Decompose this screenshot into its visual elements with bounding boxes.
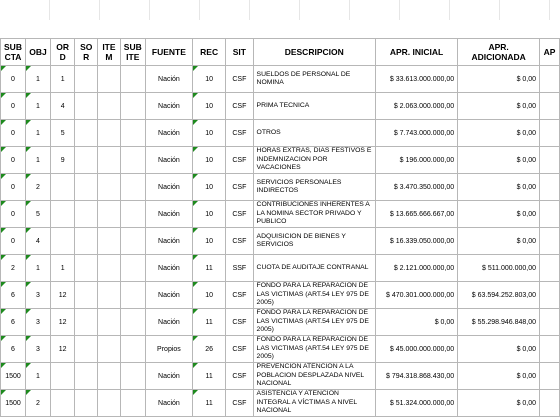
cell-subite[interactable] — [120, 147, 145, 174]
cell-sor[interactable] — [75, 309, 98, 336]
cell-fuente[interactable]: Nación — [145, 201, 192, 228]
cell-adicionada[interactable]: $ 0,00 — [458, 147, 540, 174]
cell-obj[interactable]: 1 — [25, 66, 50, 93]
cell-next-column[interactable] — [540, 228, 560, 255]
column-header-apr-inicial[interactable]: APR. INICIAL — [375, 39, 457, 66]
cell-ord[interactable]: 12 — [50, 282, 75, 309]
cell-obj[interactable]: 5 — [25, 201, 50, 228]
cell-item[interactable] — [98, 255, 121, 282]
table-row — [1, 363, 560, 390]
cell-next-column[interactable] — [540, 147, 560, 174]
cell-rec[interactable]: 10 — [193, 201, 226, 228]
cell-desc[interactable]: SUELDOS DE PERSONAL DE NOMINA — [253, 66, 375, 93]
table-row — [1, 93, 560, 120]
cell-inicial[interactable]: $ 3.470.350.000,00 — [375, 174, 457, 201]
cell-fuente[interactable]: Nación — [145, 120, 192, 147]
table-row — [1, 228, 560, 255]
cell-ord[interactable]: 4 — [50, 93, 75, 120]
cell-desc[interactable]: SERVICIOS PERSONALES INDIRECTOS — [253, 174, 375, 201]
cell-sit[interactable]: CSF — [226, 390, 253, 417]
cell-subite[interactable] — [120, 363, 145, 390]
cell-fuente[interactable]: Nación — [145, 93, 192, 120]
cell-subite[interactable] — [120, 120, 145, 147]
cell-rec[interactable]: 10 — [193, 66, 226, 93]
cell-subcta[interactable]: 0 — [1, 174, 26, 201]
cell-ord[interactable] — [50, 201, 75, 228]
cell-subite[interactable] — [120, 255, 145, 282]
cell-rec[interactable]: 10 — [193, 120, 226, 147]
cell-sit[interactable]: CSF — [226, 147, 253, 174]
cell-next-column[interactable] — [540, 336, 560, 363]
cell-adicionada[interactable]: $ 0,00 — [458, 93, 540, 120]
cell-ord[interactable] — [50, 174, 75, 201]
cell-next-column[interactable] — [540, 174, 560, 201]
cell-adicionada[interactable]: $ 0,00 — [458, 201, 540, 228]
cell-adicionada[interactable]: $ 0,00 — [458, 120, 540, 147]
cell-sor[interactable] — [75, 228, 98, 255]
cell-ord[interactable]: 1 — [50, 255, 75, 282]
cell-desc[interactable]: FONDO PARA LA REPARACION DE LAS VICTIMAS (ART.54 LEY 975 DE 2005) — [253, 336, 375, 363]
cell-obj[interactable]: 1 — [25, 93, 50, 120]
cell-sor[interactable] — [75, 336, 98, 363]
cell-next-column[interactable] — [540, 120, 560, 147]
cell-sit[interactable]: CSF — [226, 120, 253, 147]
cell-rec[interactable]: 10 — [193, 228, 226, 255]
cell-item[interactable] — [98, 390, 121, 417]
cell-sor[interactable] — [75, 174, 98, 201]
cell-subcta[interactable]: 0 — [1, 228, 26, 255]
cell-ord[interactable]: 12 — [50, 309, 75, 336]
budget-table — [0, 38, 560, 417]
cell-adicionada[interactable]: $ 511.000.000,00 — [458, 255, 540, 282]
cell-ord[interactable]: 12 — [50, 336, 75, 363]
cell-inicial[interactable]: $ 16.339.050.000,00 — [375, 228, 457, 255]
column-header-apr-adicionada[interactable]: APR. ADICIONADA — [458, 39, 540, 66]
cell-sor[interactable] — [75, 390, 98, 417]
cell-item[interactable] — [98, 228, 121, 255]
cell-rec[interactable]: 10 — [193, 147, 226, 174]
cell-fuente[interactable]: Nación — [145, 174, 192, 201]
table-row — [1, 336, 560, 363]
cell-fuente[interactable]: Nación — [145, 282, 192, 309]
cell-ord[interactable] — [50, 390, 75, 417]
cell-inicial[interactable]: $ 13.665.666.667,00 — [375, 201, 457, 228]
cell-item[interactable] — [98, 363, 121, 390]
cell-rec[interactable]: 11 — [193, 363, 226, 390]
cell-item[interactable] — [98, 282, 121, 309]
cell-rec[interactable]: 11 — [193, 309, 226, 336]
column-header-item[interactable]: ITE M — [98, 39, 121, 66]
cell-fuente[interactable]: Nación — [145, 66, 192, 93]
cell-next-column[interactable] — [540, 93, 560, 120]
cell-item[interactable] — [98, 309, 121, 336]
column-header-fuente[interactable]: FUENTE — [145, 39, 192, 66]
cell-fuente[interactable]: Propios — [145, 336, 192, 363]
cell-next-column[interactable] — [540, 255, 560, 282]
cell-next-column[interactable] — [540, 363, 560, 390]
cell-subcta[interactable]: 6 — [1, 282, 26, 309]
table-row — [1, 390, 560, 417]
cell-ord[interactable] — [50, 363, 75, 390]
cell-inicial[interactable]: $ 45.000.000.000,00 — [375, 336, 457, 363]
cell-desc[interactable]: OTROS — [253, 120, 375, 147]
cell-subcta[interactable]: 0 — [1, 201, 26, 228]
cell-fuente[interactable]: Nación — [145, 255, 192, 282]
cell-next-column[interactable] — [540, 201, 560, 228]
cell-inicial[interactable]: $ 0,00 — [375, 309, 457, 336]
cell-fuente[interactable]: Nación — [145, 228, 192, 255]
cell-inicial[interactable]: $ 2.121.000.000,00 — [375, 255, 457, 282]
table-row — [1, 201, 560, 228]
cell-rec[interactable]: 26 — [193, 336, 226, 363]
cell-inicial[interactable]: $ 470.301.000.000,00 — [375, 282, 457, 309]
cell-desc[interactable]: PREVENCIÓN ATENCION A LA POBLACION DESPLAZADA NIVEL NACIONAL — [253, 363, 375, 390]
cell-next-column[interactable] — [540, 390, 560, 417]
cell-subcta[interactable]: 1500 — [1, 390, 26, 417]
cell-subcta[interactable]: 0 — [1, 66, 26, 93]
cell-desc[interactable]: FONDO PARA LA REPARACION DE LAS VICTIMAS (ART.54 LEY 975 DE 2005) — [253, 282, 375, 309]
column-header-descripcion[interactable]: DESCRIPCION — [253, 39, 375, 66]
cell-sor[interactable] — [75, 255, 98, 282]
cell-item[interactable] — [98, 66, 121, 93]
cell-adicionada[interactable]: $ 0,00 — [458, 174, 540, 201]
cell-desc[interactable]: HORAS EXTRAS, DIAS FESTIVOS E INDEMNIZACION POR VACACIONES — [253, 147, 375, 174]
cell-adicionada[interactable]: $ 0,00 — [458, 363, 540, 390]
cell-inicial[interactable]: $ 196.000.000,00 — [375, 147, 457, 174]
cell-obj[interactable]: 3 — [25, 282, 50, 309]
cell-adicionada[interactable]: $ 0,00 — [458, 228, 540, 255]
cell-desc[interactable]: FONDO PARA LA REPARACION DE LAS VICTIMAS (ART.54 LEY 975 DE 2005) — [253, 309, 375, 336]
cell-sit[interactable]: CSF — [226, 282, 253, 309]
cell-desc[interactable]: CUOTA DE AUDITAJE CONTRANAL — [253, 255, 375, 282]
cell-sor[interactable] — [75, 93, 98, 120]
cell-ord[interactable] — [50, 228, 75, 255]
cell-sit[interactable]: CSF — [226, 336, 253, 363]
cell-item[interactable] — [98, 93, 121, 120]
cell-sit[interactable]: SSF — [226, 255, 253, 282]
cell-obj[interactable]: 2 — [25, 174, 50, 201]
cell-obj[interactable]: 1 — [25, 147, 50, 174]
cell-rec[interactable]: 11 — [193, 390, 226, 417]
table-row — [1, 174, 560, 201]
cell-desc[interactable]: CONTRIBUCIONES INHERENTES A LA NOMINA SECTOR PRIVADO Y PUBLICO — [253, 201, 375, 228]
cell-adicionada[interactable]: $ 0,00 — [458, 66, 540, 93]
cell-obj[interactable]: 3 — [25, 309, 50, 336]
cell-sit[interactable]: CSF — [226, 93, 253, 120]
column-header-sor[interactable]: SO R — [75, 39, 98, 66]
cell-next-column[interactable] — [540, 309, 560, 336]
cell-sit[interactable]: CSF — [226, 174, 253, 201]
table-row — [1, 309, 560, 336]
cell-ord[interactable]: 5 — [50, 120, 75, 147]
cell-sit[interactable]: CSF — [226, 309, 253, 336]
cell-fuente[interactable]: Nación — [145, 390, 192, 417]
table-row — [1, 120, 560, 147]
cell-next-column[interactable] — [540, 66, 560, 93]
cell-inicial[interactable]: $ 794.318.868.430,00 — [375, 363, 457, 390]
cell-sor[interactable] — [75, 120, 98, 147]
cell-obj[interactable]: 4 — [25, 228, 50, 255]
cell-subite[interactable] — [120, 336, 145, 363]
cell-subcta[interactable]: 1500 — [1, 363, 26, 390]
cell-subite[interactable] — [120, 228, 145, 255]
cell-subite[interactable] — [120, 201, 145, 228]
column-header-sit[interactable]: SIT — [226, 39, 253, 66]
column-header-obj[interactable]: OBJ — [25, 39, 50, 66]
cell-adicionada[interactable]: $ 0,00 — [458, 336, 540, 363]
header-row — [1, 39, 560, 66]
cell-obj[interactable]: 3 — [25, 336, 50, 363]
sheet-top-band — [0, 0, 560, 39]
cell-item[interactable] — [98, 120, 121, 147]
cell-fuente[interactable]: Nación — [145, 363, 192, 390]
cell-item[interactable] — [98, 336, 121, 363]
cell-desc[interactable]: ADQUISICION DE BIENES Y SERVICIOS — [253, 228, 375, 255]
cell-ord[interactable]: 1 — [50, 66, 75, 93]
cell-rec[interactable]: 10 — [193, 282, 226, 309]
cell-fuente[interactable]: Nación — [145, 147, 192, 174]
cell-inicial[interactable]: $ 2.063.000.000,00 — [375, 93, 457, 120]
cell-inicial[interactable]: $ 51.324.000.000,00 — [375, 390, 457, 417]
cell-sit[interactable]: CSF — [226, 228, 253, 255]
column-header-sub-cta[interactable]: SUB CTA — [1, 39, 26, 66]
cell-ord[interactable]: 9 — [50, 147, 75, 174]
cell-sit[interactable]: CSF — [226, 66, 253, 93]
cell-item[interactable] — [98, 147, 121, 174]
cell-subcta[interactable]: 6 — [1, 336, 26, 363]
cell-obj[interactable]: 1 — [25, 120, 50, 147]
cell-rec[interactable]: 11 — [193, 255, 226, 282]
cell-sor[interactable] — [75, 66, 98, 93]
cell-adicionada[interactable]: $ 55.298.946.848,00 — [458, 309, 540, 336]
cell-subite[interactable] — [120, 309, 145, 336]
cell-item[interactable] — [98, 201, 121, 228]
cell-subcta[interactable]: 0 — [1, 120, 26, 147]
cell-sor[interactable] — [75, 201, 98, 228]
cell-subite[interactable] — [120, 93, 145, 120]
column-header-sub-item[interactable]: SUB ITE — [120, 39, 145, 66]
cell-subcta[interactable]: 6 — [1, 309, 26, 336]
cell-fuente[interactable]: Nación — [145, 309, 192, 336]
cell-next-column[interactable] — [540, 282, 560, 309]
cell-obj[interactable]: 2 — [25, 390, 50, 417]
cell-sor[interactable] — [75, 147, 98, 174]
cell-item[interactable] — [98, 174, 121, 201]
cell-subite[interactable] — [120, 174, 145, 201]
table-row — [1, 255, 560, 282]
cell-sit[interactable]: CSF — [226, 201, 253, 228]
cell-subite[interactable] — [120, 390, 145, 417]
cell-sor[interactable] — [75, 363, 98, 390]
cell-sor[interactable] — [75, 282, 98, 309]
column-header-apr-next[interactable]: AP — [540, 39, 560, 66]
cell-desc[interactable]: PRIMA TECNICA — [253, 93, 375, 120]
cell-subcta[interactable]: 0 — [1, 93, 26, 120]
cell-subite[interactable] — [120, 282, 145, 309]
cell-inicial[interactable]: $ 7.743.000.000,00 — [375, 120, 457, 147]
table-row — [1, 147, 560, 174]
cell-rec[interactable]: 10 — [193, 93, 226, 120]
cell-sit[interactable]: CSF — [226, 363, 253, 390]
cell-adicionada[interactable]: $ 63.594.252.803,00 — [458, 282, 540, 309]
table-row — [1, 66, 560, 93]
cell-desc[interactable]: ASISTENCIA Y ATENCIÓN INTEGRAL A VÍCTIMAS A NIVEL NACIONAL — [253, 390, 375, 417]
cell-adicionada[interactable]: $ 0,00 — [458, 390, 540, 417]
table-row — [1, 282, 560, 309]
column-header-rec[interactable]: REC — [193, 39, 226, 66]
cell-rec[interactable]: 10 — [193, 174, 226, 201]
cell-subite[interactable] — [120, 66, 145, 93]
cell-subcta[interactable]: 0 — [1, 147, 26, 174]
column-header-ord[interactable]: OR D — [50, 39, 75, 66]
cell-obj[interactable]: 1 — [25, 255, 50, 282]
cell-obj[interactable]: 1 — [25, 363, 50, 390]
cell-subcta[interactable]: 2 — [1, 255, 26, 282]
cell-inicial[interactable]: $ 33.613.000.000,00 — [375, 66, 457, 93]
